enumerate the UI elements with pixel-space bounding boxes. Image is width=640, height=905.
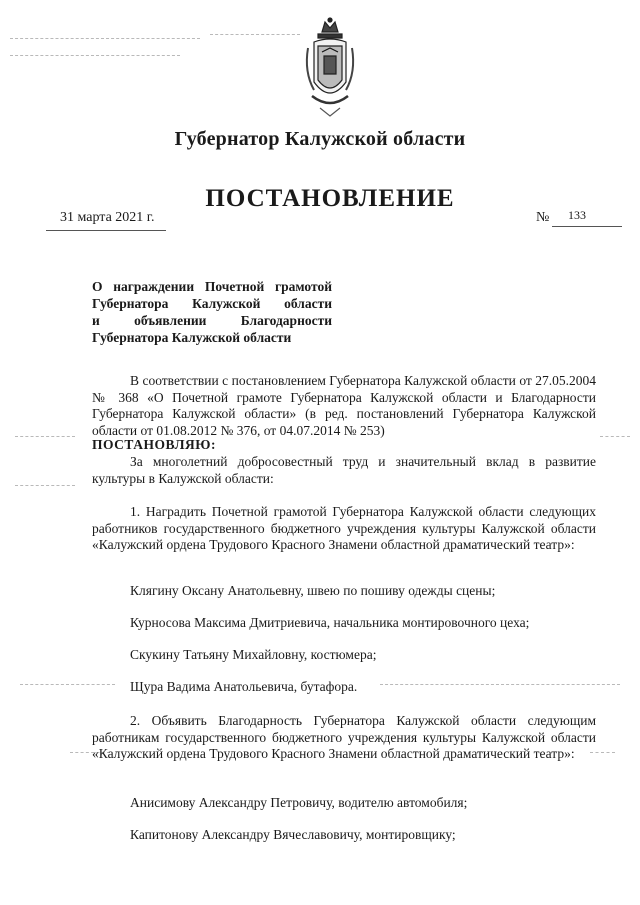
number-underline (552, 226, 622, 227)
decree-word: ПОСТАНОВЛЯЮ: (92, 437, 216, 452)
scan-noise (20, 684, 115, 685)
awardee-item: Анисимову Александру Петровичу, водителю автомобиля; (130, 795, 468, 810)
document-number: 133 (568, 208, 586, 222)
scan-noise (210, 34, 300, 35)
section-1-text: 1. Наградить Почетной грамотой Губернатора Калужской области следующих работников государственного бюджетного учреждения культуры Калужской области «Калужский ордена Трудового Красного Знамени областной драматический театр»: (92, 504, 596, 552)
subject-line: и объявлении Благодарности (92, 313, 332, 328)
issuer-title: Губернатор Калужской области (174, 128, 466, 150)
scan-noise (10, 55, 180, 56)
awardee-item: Капитонову Александру Вячеславовичу, монтировщику; (130, 827, 456, 842)
reason-text: За многолетний добросовестный труд и значительный вклад в развитие культуры в Калужской области: (92, 454, 596, 486)
scan-noise (380, 684, 620, 685)
reason-paragraph (92, 454, 596, 487)
subject-line: О награждении Почетной грамотой (92, 279, 332, 294)
preamble-paragraph (92, 373, 596, 439)
section-1-paragraph (92, 504, 596, 554)
section-2-text: 2. Объявить Благодарность Губернатора Калужской области следующим работникам государственного бюджетного учреждения культуры Калужской области «Калужский ордена Трудового Красного Знамени областной драматический театр»: (92, 713, 596, 761)
scan-noise (10, 38, 200, 39)
preamble-text: В соответствии с постановлением Губернатора Калужской области от 27.05.2004 № 368 «О Почетной грамоте Губернатора Калужской области и Благодарности Губернатора Калужской области» (в ред. постановлений Губернатора Калужской области от 01.08.2012 № 376, от 04.07.2014 № 253) (92, 373, 596, 438)
section-2-paragraph (92, 713, 596, 763)
subject-line: Губернатора Калужской области (92, 330, 292, 345)
document-subject (92, 278, 332, 346)
number-label: № (536, 210, 550, 225)
scan-noise (600, 436, 630, 437)
awardee-item: Скукину Татьяну Михайловну, костюмера; (130, 647, 377, 662)
awardee-item: Щура Вадима Анатольевича, бутафора. (130, 679, 358, 694)
subject-line: Губернатора Калужской области (92, 296, 332, 311)
awardee-item: Курносова Максима Дмитриевича, начальника монтировочного цеха; (130, 615, 530, 630)
document-type-heading: ПОСТАНОВЛЕНИЕ (205, 185, 455, 212)
scan-noise (15, 436, 75, 437)
coat-of-arms-emblem (300, 12, 360, 122)
awardee-item: Клягину Оксану Анатольевну, швею по пошиву одежды сцены; (130, 583, 496, 598)
document-date: 31 марта 2021 г. (60, 210, 155, 225)
scan-noise (15, 485, 75, 486)
date-underline (46, 230, 166, 231)
